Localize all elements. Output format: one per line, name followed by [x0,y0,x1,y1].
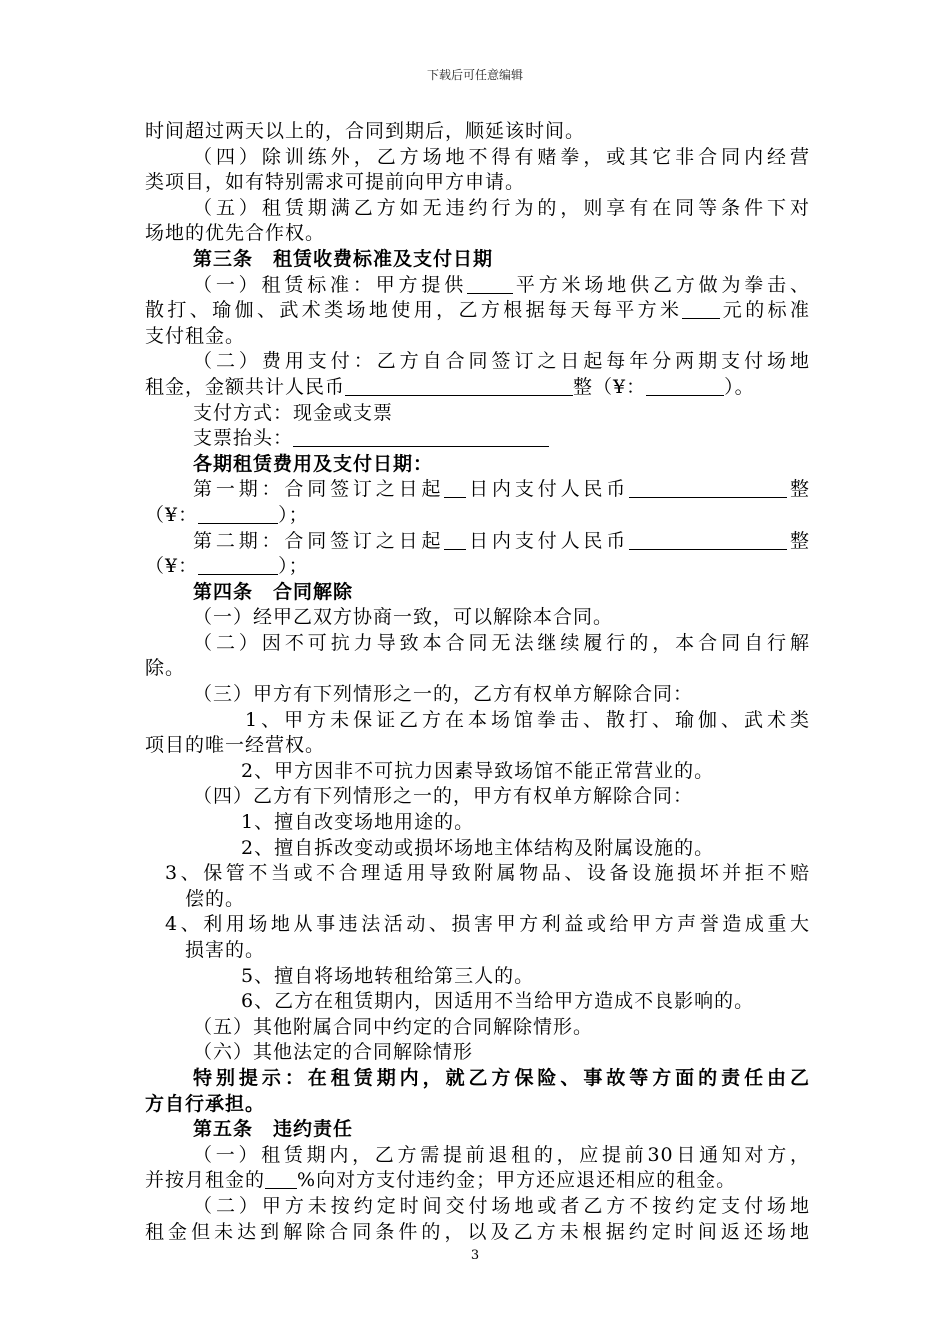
page-header: 下载后可任意编辑 [426,68,523,82]
section-heading: 第四条 合同解除 [193,580,354,603]
text-line: 4、利用场地从事违法活动、损害甲方利益或给甲方声誉造成重大 [165,913,810,936]
text-line: 支付方式：现金或支票 [193,401,394,424]
text-line: 租金，金额共计人民币 整（¥： ）。 [145,375,755,398]
text-line: （六）其他法定的合同解除情形 [193,1041,474,1064]
text-line: 1、擅自改变场地用途的。 [241,811,475,834]
text-line: 5、擅自将场地转租给第三人的。 [241,964,535,987]
text-line: （¥： ）； [145,503,309,526]
document-body [145,119,810,1245]
text-line: 第二期：合同签订之日起 日内支付人民币 整 [193,529,810,552]
blank-line [198,503,278,524]
text-line: 除。 [145,657,186,680]
text-line: （一）租赁标准：甲方提供 平方米场地供乙方做为拳击、 [193,273,810,296]
text-line: 2、擅自拆改变动或损坏场地主体结构及附属设施的。 [241,836,715,859]
text-line: （二）甲方未按约定时间交付场地或者乙方不按约定支付场地 [193,1194,810,1217]
blank-line [467,273,513,294]
special-notice: 特别提示：在租赁期内，就乙方保险、事故等方面的责任由乙 [193,1066,810,1089]
text-line: （二）因不可抗力导致本合同无法继续履行的，本合同自行解 [193,631,810,654]
blank-line [265,1168,297,1189]
text-line: （五）租赁期满乙方如无违约行为的，则享有在同等条件下对 [193,196,810,219]
text-line: 项目的唯一经营权。 [145,734,326,757]
blank-line [345,375,573,396]
text-line: 偿的。 [185,887,246,910]
text-line: （四）除训练外，乙方场地不得有赌拳，或其它非合同内经营 [193,145,810,168]
section-heading: 第三条 租赁收费标准及支付日期 [193,247,494,270]
text-line: 2、甲方因非不可抗力因素导致场馆不能正常营业的。 [241,759,715,782]
text-line: （三）甲方有下列情形之一的，乙方有权单方解除合同： [193,683,694,706]
text-line: （¥： ）； [145,555,309,578]
blank-line [444,529,466,550]
section-heading: 各期租赁费用及支付日期： [193,452,434,475]
blank-line [682,298,720,319]
blank-line [293,426,549,447]
text-line: 第一期：合同签订之日起 日内支付人民币 整 [193,478,810,501]
text-line: 支票抬头： [145,426,810,452]
blank-line [629,477,787,498]
text-line: 1、甲方未保证乙方在本场馆拳击、散打、瑜伽、武术类 [245,708,810,731]
text-line: （五）其他附属合同中约定的合同解除情形。 [193,1015,594,1038]
special-notice: 方自行承担。 [145,1092,266,1115]
page-number: 3 [470,1248,480,1263]
text-line: 支付租金。 [145,324,246,347]
text-line: （一）租赁期内，乙方需提前退租的，应提前30日通知对方， [193,1143,810,1166]
text-line: （四）乙方有下列情形之一的，甲方有权单方解除合同： [193,785,694,808]
section-heading: 第五条 违约责任 [193,1118,354,1141]
text-line: 散打、瑜伽、武术类场地使用，乙方根据每天每平方米 元的标准 [145,299,810,322]
text-line: 6、乙方在租赁期内，因适用不当给甲方造成不良影响的。 [241,990,755,1013]
text-line: （一）经甲乙双方协商一致，可以解除本合同。 [193,606,614,629]
text-line: 3、保管不当或不合理适用导致附属物品、设备设施损坏并拒不赔 [165,862,810,885]
blank-line [646,375,724,396]
text-line: 损害的。 [185,939,266,961]
text-line: 场地的优先合作权。 [145,222,326,245]
text-line: 并按月租金的 %向对方支付违约金；甲方还应退还相应的租金。 [145,1169,737,1192]
text-line: 时间超过两天以上的，合同到期后，顺延该时间。 [145,120,586,142]
blank-line [444,477,466,498]
text-line: 租金但未达到解除合同条件的，以及乙方未根据约定时间返还场地 [145,1220,810,1243]
blank-line [629,529,787,550]
blank-line [198,554,278,575]
text-line: 类项目，如有特别需求可提前向甲方申请。 [145,171,526,194]
text-line: （二）费用支付：乙方自合同签订之日起每年分两期支付场地 [193,350,810,373]
